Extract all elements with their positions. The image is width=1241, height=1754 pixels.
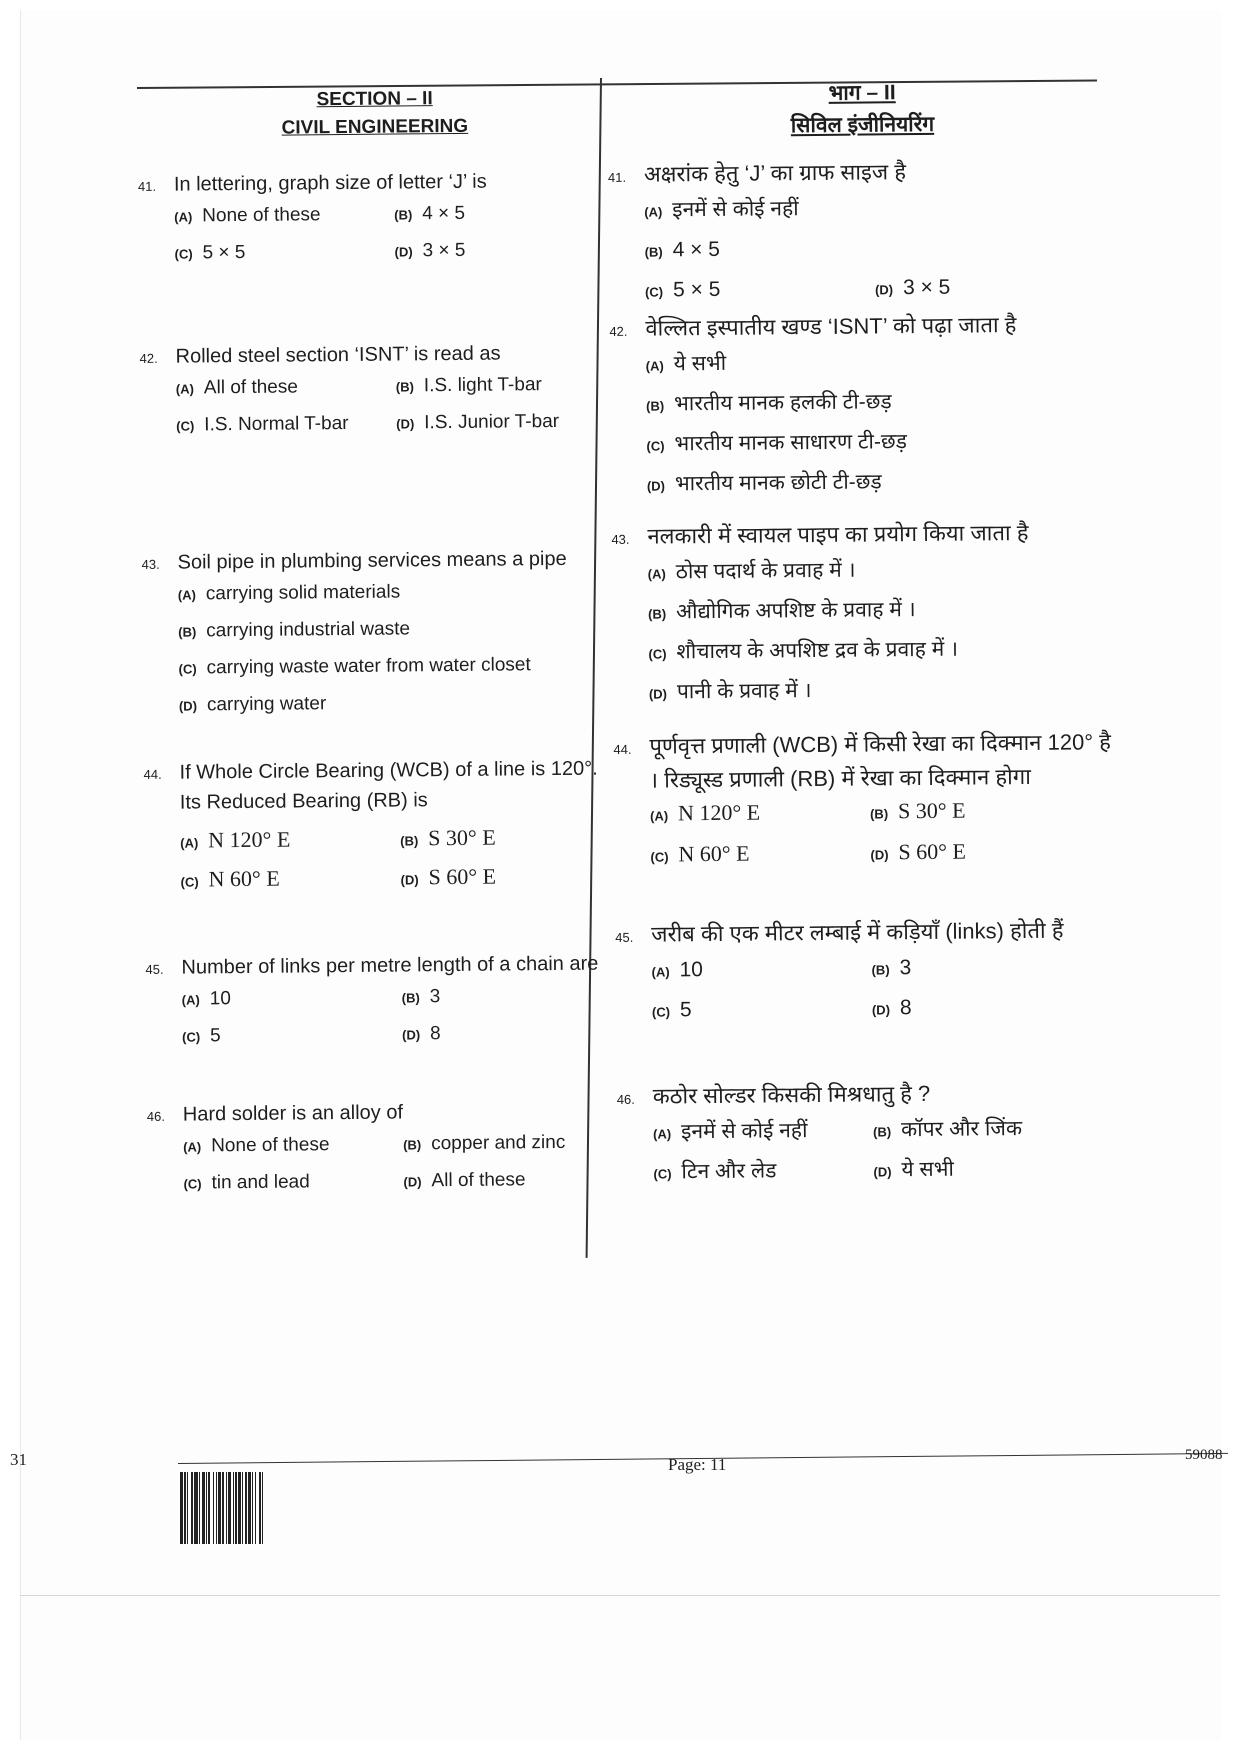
question-text: कठोर सोल्डर किसकी मिश्रधातु है ? <box>652 1080 931 1109</box>
option-c: (C) 5 <box>651 998 692 1022</box>
question-number: 46. <box>146 1108 166 1124</box>
option-d: (D) S 60° E <box>870 838 967 865</box>
option-c: (C) N 60° E <box>650 840 750 867</box>
question-text: नलकारी में स्वायल पाइप का प्रयोग किया जाता है <box>647 519 1029 549</box>
subject-title: CIVIL ENGINEERING <box>281 115 469 139</box>
option-b: (B) 4 × 5 <box>644 237 721 262</box>
margin-number: 31 <box>10 1450 27 1469</box>
option-a: (A) N 120° E <box>180 826 291 853</box>
option-a: (A) इनमें से कोई नहीं <box>653 1119 808 1144</box>
question-44 <box>143 753 619 898</box>
question-number: 41. <box>607 169 627 185</box>
question-number: 44. <box>143 766 162 782</box>
option-a: (A) 10 <box>181 988 231 1010</box>
question-46 <box>147 1095 623 1200</box>
question-41 <box>608 153 1119 309</box>
barcode <box>180 1472 375 1544</box>
page-number: Page: 11 <box>668 1455 727 1474</box>
section-title: SECTION – II <box>316 88 433 111</box>
option-d: (D) 3 × 5 <box>874 275 951 300</box>
question-text: If Whole Circle Bearing (WCB) of a line is 120°. Its Reduced Bearing (RB) is <box>179 757 598 814</box>
paper-code: 59088 <box>1185 1447 1223 1463</box>
question-number: 43. <box>611 531 630 547</box>
option-d: (D) I.S. Junior T-bar <box>396 410 560 434</box>
option-d: (D) S 60° E <box>400 863 497 890</box>
option-c: (C) शौचालय के अपशिष्ट द्रव के प्रवाह में । <box>648 637 959 664</box>
option-c: (C) टिन और लेड <box>653 1159 777 1184</box>
option-a: (A) N 120° E <box>649 799 761 826</box>
option-d: (D) 8 <box>871 996 912 1020</box>
option-b: (B) carrying industrial waste <box>178 618 411 642</box>
option-a: (A) 10 <box>651 958 704 982</box>
option-b: (B) S 30° E <box>400 824 496 851</box>
option-a: (A) None of these <box>183 1134 330 1157</box>
option-a: (A) ठोस पदार्थ के प्रवाह में । <box>647 558 856 584</box>
question-text: Hard solder is an alloy of <box>182 1101 404 1126</box>
question-text: In lettering, graph size of letter ‘J’ is <box>173 170 487 196</box>
option-d: (D) पानी के प्रवाह में । <box>648 679 812 704</box>
option-c: (C) 5 <box>182 1025 221 1047</box>
option-d: (D) 8 <box>402 1023 441 1045</box>
barcode-bar <box>263 1472 265 1544</box>
question-46 <box>617 1075 1128 1191</box>
question-number: 45. <box>615 929 634 945</box>
option-c: (C) N 60° E <box>180 865 280 892</box>
question-number: 44. <box>613 741 632 757</box>
option-b: (B) I.S. light T-bar <box>395 374 542 397</box>
option-d: (D) भारतीय मानक छोटी टी-छड़ <box>646 470 882 496</box>
option-c: (C) carrying waste water from water closet <box>178 654 531 679</box>
question-text: Rolled steel section ‘ISNT’ is read as <box>175 342 501 368</box>
question-text: Number of links per metre length of a chain are <box>181 952 599 979</box>
hindi-column <box>607 75 1118 1184</box>
question-text: वेल्लित इस्पातीय खण्ड ‘ISNT’ को पढ़ा जाता है <box>645 312 1017 341</box>
subject-title: सिविल इंजीनियरिंग <box>790 112 935 138</box>
option-d: (D) 3 × 5 <box>394 239 466 262</box>
question-45 <box>145 948 621 1053</box>
question-text: पूर्णवृत्त प्रणाली (WCB) में किसी रेखा का दिक्मान 120° है । रिड्यूस्ड प्रणाली (RB) में रेखा का दिक्मान होगा <box>649 729 1111 793</box>
option-a: (A) इनमें से कोई नहीं <box>644 197 799 222</box>
section-title: भाग – II <box>828 81 896 105</box>
option-d: (D) ये सभी <box>873 1157 955 1182</box>
option-c: (C) I.S. Normal T-bar <box>176 412 349 436</box>
question-number: 41. <box>137 178 157 194</box>
question-number: 42. <box>609 323 628 339</box>
option-b: (B) 4 × 5 <box>394 202 466 225</box>
option-b: (B) औद्योगिक अपशिष्ट के प्रवाह में । <box>648 598 916 624</box>
option-b: (B) भारतीय मानक हलकी टी-छड़ <box>646 390 892 416</box>
option-b: (B) 3 <box>871 956 912 980</box>
question-43 <box>611 515 1123 711</box>
question-text: Soil pipe in plumbing services means a pipe <box>177 547 567 574</box>
option-d: (D) All of these <box>403 1169 526 1192</box>
question-number: 45. <box>145 961 164 977</box>
question-41 <box>138 165 614 270</box>
question-number: 42. <box>139 350 158 366</box>
question-42 <box>609 307 1121 503</box>
question-45 <box>615 913 1126 1029</box>
question-number: 43. <box>141 556 160 572</box>
option-c: (C) tin and lead <box>183 1171 310 1194</box>
option-a: (A) carrying solid materials <box>177 581 401 605</box>
option-a: (A) ये सभी <box>645 351 727 376</box>
question-42 <box>139 337 615 442</box>
paper-fold <box>20 1595 1220 1596</box>
english-column <box>137 83 613 1194</box>
option-a: (A) All of these <box>175 376 298 399</box>
question-text: अक्षरांक हेतु ‘J’ का ग्राफ साइज है <box>643 159 907 187</box>
option-b: (B) कॉपर और जिंक <box>873 1117 1023 1142</box>
question-number: 46. <box>616 1091 635 1107</box>
question-43 <box>141 543 618 722</box>
option-b: (B) S 30° E <box>869 797 966 824</box>
option-b: (B) 3 <box>401 986 441 1008</box>
option-c: (C) 5 × 5 <box>174 241 246 264</box>
option-b: (B) copper and zinc <box>403 1131 566 1155</box>
option-c: (C) 5 × 5 <box>644 277 721 302</box>
option-c: (C) भारतीय मानक साधारण टी-छड़ <box>646 430 908 456</box>
option-a: (A) None of these <box>174 204 321 227</box>
option-d: (D) carrying water <box>178 693 327 716</box>
question-44 <box>613 725 1124 874</box>
question-text: जरीब की एक मीटर लम्बाई में कड़ियाँ (links) होती हैं <box>651 917 1064 947</box>
